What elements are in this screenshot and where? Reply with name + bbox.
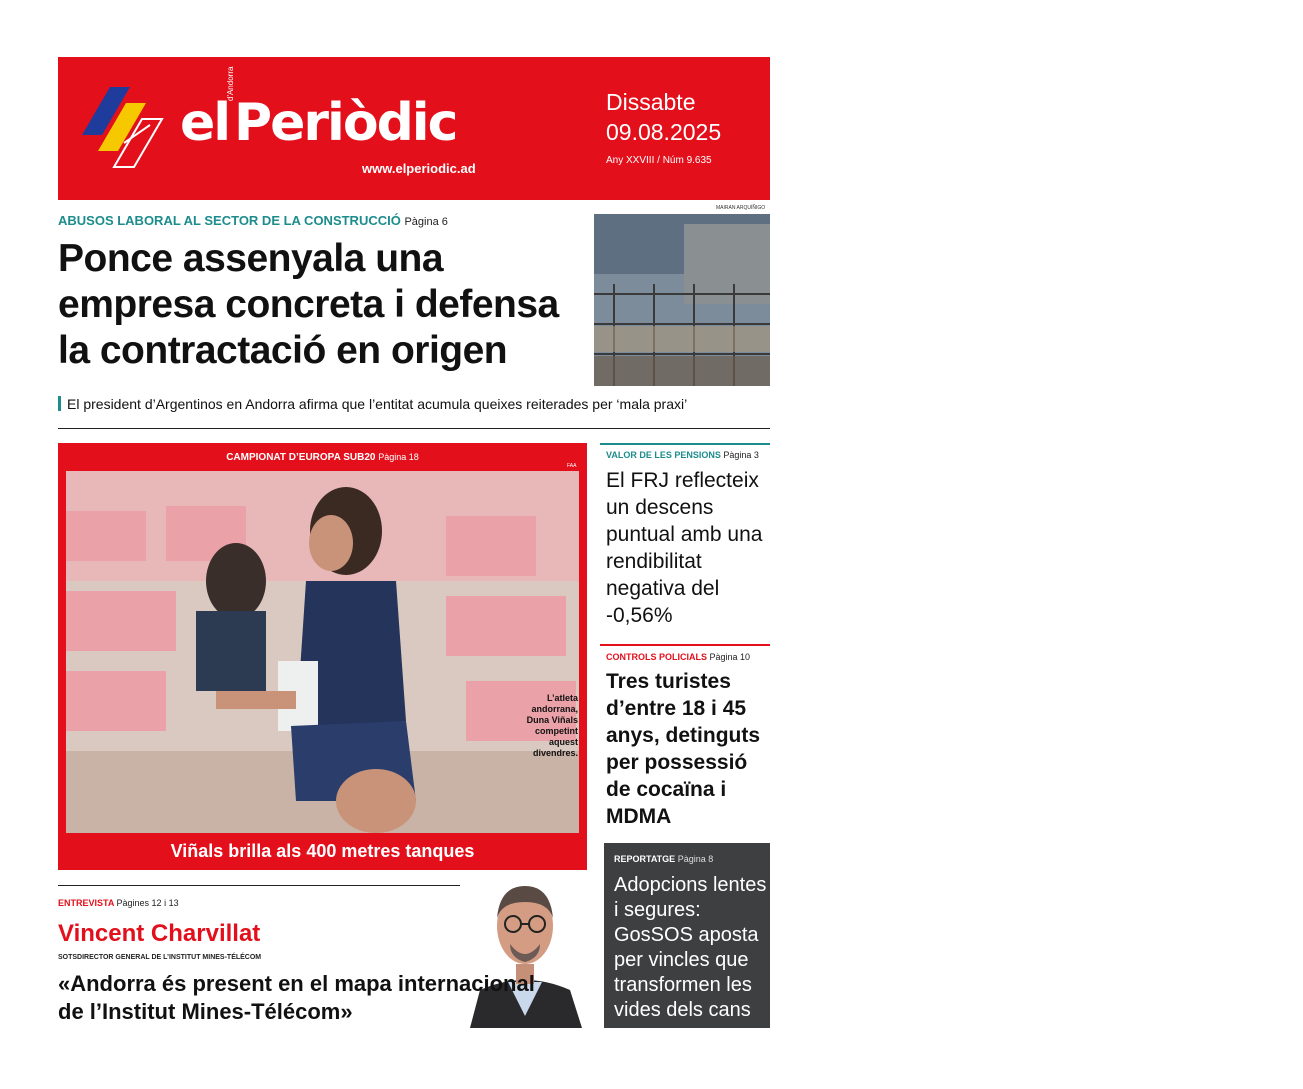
- interview-kicker: [58, 898, 179, 908]
- lead-subhead-text: El president d’Argentinos en Andorra afirma que l’entitat acumula queixes reiterades per ‘mala praxi’: [67, 396, 688, 412]
- construction-site-image: [594, 214, 770, 386]
- interviewee-role: SOTSDIRECTOR GENERAL DE L’INSTITUT MINES-TÉLÉCOM: [58, 954, 262, 961]
- sidebar-kicker-pensions: [606, 450, 759, 460]
- interview-page-ref: Pàgines 12 i 13: [116, 898, 179, 908]
- sport-photo-caption: L’atleta andorrana, Duna Viñals competint aquest divendres.: [526, 693, 578, 758]
- lead-photo-caption: Un edifici en obres.: [1284, 578, 1303, 606]
- lead-subhead: [58, 396, 770, 412]
- issue-number: Any XXVIII / Núm 9.635: [606, 155, 712, 166]
- interviewee-name[interactable]: Vincent Charvillat: [58, 920, 261, 947]
- sidebar-rule-red: [600, 644, 770, 646]
- athlete-image: [66, 471, 579, 833]
- sidebar-headline-report[interactable]: Adopcions lentes i segures: GosSOS aposta per vincles que transformen les vides dels cans: [614, 874, 767, 1021]
- sport-page-ref: Pàgina 18: [378, 452, 419, 462]
- sidebar-kicker-report: [614, 854, 713, 864]
- issue-date: 09.08.2025: [606, 119, 722, 145]
- sidebar-report-box[interactable]: [604, 843, 770, 1028]
- section-divider: [58, 428, 770, 429]
- logo-name: Periòdic: [234, 93, 457, 153]
- lead-headline[interactable]: Ponce assenyala una empresa concreta i defensa la contractació en origen: [58, 237, 559, 372]
- sport-story[interactable]: [58, 443, 587, 870]
- sport-headline[interactable]: Viñals brilla als 400 metres tanques: [170, 841, 475, 861]
- sidebar-kicker-text: CONTROLS POLICIALS: [606, 652, 707, 662]
- sport-kicker-text: CAMPIONAT D’EUROPA SUB20: [226, 452, 376, 463]
- interview-quote[interactable]: «Andorra és present en el mapa internacional de l’Institut Mines-Télécom»: [58, 971, 535, 1024]
- lead-page-ref: Pàgina 6: [404, 216, 448, 228]
- sidebar-kicker-text: VALOR DE LES PENSIONS: [606, 450, 721, 460]
- sidebar-page-ref: Pàgina 10: [709, 652, 751, 662]
- site-url[interactable]: www.elperiodic.ad: [362, 161, 476, 176]
- sidebar-kicker-police: [606, 652, 750, 662]
- lead-kicker: [58, 213, 448, 228]
- masthead: [58, 57, 770, 200]
- issue-day: Dissabte: [606, 89, 696, 115]
- andorra-flag-logo-icon: [80, 81, 170, 171]
- lead-photo-credit: MAIRAN ARQUÍÑIGO: [716, 205, 766, 211]
- interview-kicker-text: ENTREVISTA: [58, 898, 115, 908]
- sidebar-page-ref: Pàgina 8: [677, 854, 714, 864]
- sidebar-headline-police[interactable]: Tres turistes d’entre 18 i 45 anys, detinguts per possessió de cocaïna i MDMA: [606, 670, 761, 828]
- sport-photo-credit: FAA: [567, 463, 577, 469]
- sidebar-rule-teal: [600, 443, 770, 445]
- sidebar-headline-pensions[interactable]: El FRJ reflecteix un descens puntual amb una rendibilitat negativa del -0,56%: [606, 469, 763, 627]
- logo-prefix: el: [180, 93, 230, 153]
- logo-region: d'Andorra: [226, 66, 235, 101]
- sport-photo: [66, 471, 579, 833]
- lead-kicker-text: ABUSOS LABORAL AL SECTOR DE LA CONSTRUCCIÓ: [58, 213, 401, 228]
- sidebar-kicker-text: REPORTATGE: [614, 854, 676, 864]
- subhead-accent-bar: [58, 396, 61, 411]
- sidebar-page-ref: Pàgina 3: [723, 450, 759, 460]
- sport-kicker: [58, 452, 587, 463]
